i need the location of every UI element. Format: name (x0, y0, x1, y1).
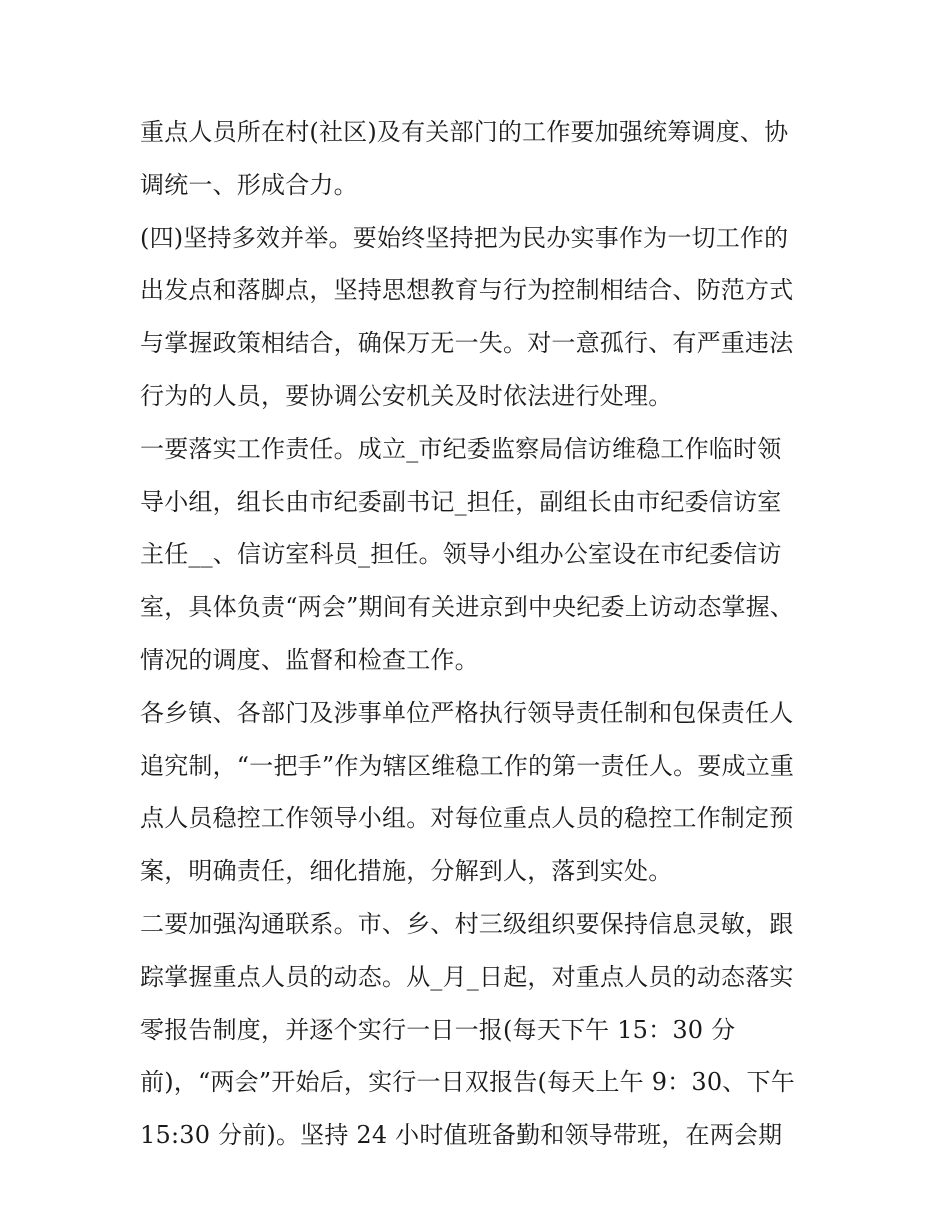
text-line-17: 踪掌握重点人员的动态。从_月_日起，对重点人员的动态落实 (140, 962, 794, 991)
text-line-15: 案，明确责任，细化措施，分解到人，落到实处。 (140, 857, 673, 886)
text-line-11: 情况的调度、监督和检查工作。 (140, 645, 479, 674)
text-line-10: 室，具体负责“两会”期间有关进京到中央纪委上访动态掌握、 (140, 593, 795, 622)
text-line-6: 行为的人员，要协调公安机关及时依法进行处理。 (140, 381, 673, 410)
text-line-3: (四)坚持多效并举。要始终坚持把为民办实事作为一切工作的 (140, 223, 789, 252)
text-line-18: 零报告制度，并逐个实行一日一报(每天下午 15：30 分 (140, 1015, 736, 1044)
text-line-5: 与掌握政策相结合，确保万无一失。对一意孤行、有严重违法 (140, 329, 794, 358)
document-body (140, 106, 820, 1162)
text-line-1: 重点人员所在村(社区)及有关部门的工作要加强统筹调度、协 (140, 118, 789, 146)
text-line-4: 出发点和落脚点，坚持思想教育与行为控制相结合、防范方式 (140, 276, 794, 305)
text-line-13: 追究制，“一把手”作为辖区维稳工作的第一责任人。要成立重 (140, 751, 795, 780)
text-line-14: 点人员稳控工作领导小组。对每位重点人员的稳控工作制定预 (140, 804, 794, 833)
text-line-12: 各乡镇、各部门及涉事单位严格执行领导责任制和包保责任人 (140, 698, 794, 727)
text-line-20: 15:30 分前)。坚持 24 小时值班备勤和领导带班，在两会期 (140, 1121, 783, 1150)
text-line-8: 导小组，组长由市纪委副书记_担任，副组长由市纪委信访室 (140, 487, 782, 516)
text-line-19: 前)，“两会”开始后，实行一日双报告(每天上午 9：30、下午 (140, 1068, 795, 1097)
text-line-9: 主任__、信访室科员_担任。领导小组办公室设在市纪委信访 (140, 540, 782, 569)
text-line-16: 二要加强沟通联系。市、乡、村三级组织要保持信息灵敏，跟 (140, 909, 794, 938)
text-line-7: 一要落实工作责任。成立_市纪委监察局信访维稳工作临时领 (140, 434, 782, 463)
text-line-2: 调统一、形成合力。 (140, 170, 358, 199)
